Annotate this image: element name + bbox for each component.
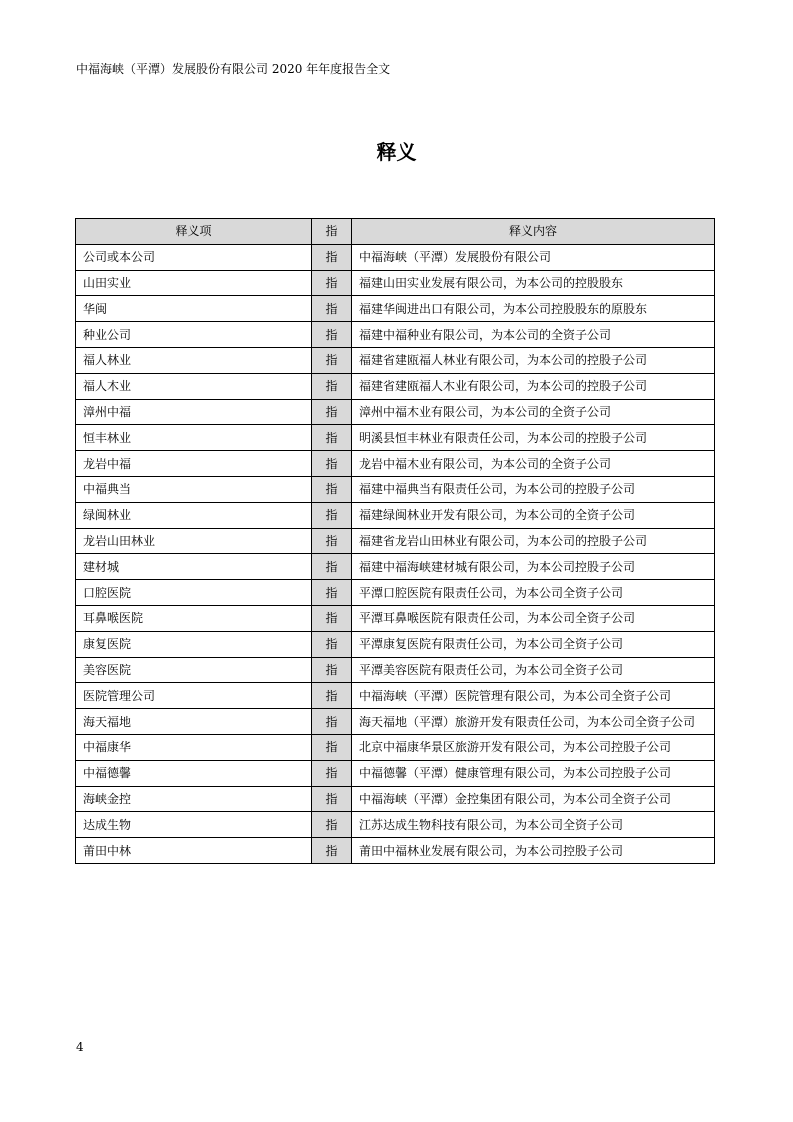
refers-cell: 指 xyxy=(312,347,352,373)
table-row xyxy=(76,322,715,348)
term-cell: 恒丰林业 xyxy=(76,425,312,451)
table-row xyxy=(76,838,715,864)
meaning-cell: 北京中福康华景区旅游开发有限公司，为本公司控股子公司 xyxy=(352,734,715,760)
table-row xyxy=(76,786,715,812)
table-row xyxy=(76,760,715,786)
meaning-cell: 漳州中福木业有限公司，为本公司的全资子公司 xyxy=(352,399,715,425)
header-meaning: 释义内容 xyxy=(352,219,715,245)
refers-cell: 指 xyxy=(312,838,352,864)
table-row xyxy=(76,580,715,606)
meaning-cell: 福建省建瓯福人木业有限公司，为本公司的控股子公司 xyxy=(352,373,715,399)
meaning-cell: 平潭耳鼻喉医院有限责任公司，为本公司全资子公司 xyxy=(352,605,715,631)
meaning-cell: 中福海峡（平潭）医院管理有限公司，为本公司全资子公司 xyxy=(352,683,715,709)
refers-cell: 指 xyxy=(312,709,352,735)
refers-cell: 指 xyxy=(312,322,352,348)
meaning-cell: 福建绿闽林业开发有限公司，为本公司的全资子公司 xyxy=(352,502,715,528)
term-cell: 美容医院 xyxy=(76,657,312,683)
term-cell: 达成生物 xyxy=(76,812,312,838)
meaning-cell: 中福海峡（平潭）发展股份有限公司 xyxy=(352,244,715,270)
table-row xyxy=(76,476,715,502)
meaning-cell: 福建中福种业有限公司，为本公司的全资子公司 xyxy=(352,322,715,348)
meaning-cell: 福建省建瓯福人林业有限公司，为本公司的控股子公司 xyxy=(352,347,715,373)
term-cell: 龙岩中福 xyxy=(76,451,312,477)
refers-cell: 指 xyxy=(312,502,352,528)
meaning-cell: 福建省龙岩山田林业有限公司，为本公司的控股子公司 xyxy=(352,528,715,554)
meaning-cell: 平潭口腔医院有限责任公司，为本公司全资子公司 xyxy=(352,580,715,606)
table-row xyxy=(76,244,715,270)
term-cell: 海峡金控 xyxy=(76,786,312,812)
header-refers: 指 xyxy=(312,219,352,245)
refers-cell: 指 xyxy=(312,270,352,296)
refers-cell: 指 xyxy=(312,657,352,683)
table-row xyxy=(76,709,715,735)
meaning-cell: 福建山田实业发展有限公司，为本公司的控股股东 xyxy=(352,270,715,296)
refers-cell: 指 xyxy=(312,786,352,812)
definitions-table-body xyxy=(76,244,715,863)
table-row xyxy=(76,270,715,296)
refers-cell: 指 xyxy=(312,451,352,477)
meaning-cell: 明溪县恒丰林业有限责任公司，为本公司的控股子公司 xyxy=(352,425,715,451)
meaning-cell: 中福德馨（平潭）健康管理有限公司，为本公司控股子公司 xyxy=(352,760,715,786)
term-cell: 海天福地 xyxy=(76,709,312,735)
term-cell: 公司或本公司 xyxy=(76,244,312,270)
term-cell: 华闽 xyxy=(76,296,312,322)
table-row xyxy=(76,373,715,399)
running-header: 中福海峡（平潭）发展股份有限公司 2020 年年度报告全文 xyxy=(76,62,391,76)
header-term: 释义项 xyxy=(76,219,312,245)
meaning-cell: 平潭康复医院有限责任公司，为本公司全资子公司 xyxy=(352,631,715,657)
refers-cell: 指 xyxy=(312,244,352,270)
term-cell: 中福典当 xyxy=(76,476,312,502)
refers-cell: 指 xyxy=(312,631,352,657)
meaning-cell: 平潭美容医院有限责任公司，为本公司全资子公司 xyxy=(352,657,715,683)
term-cell: 口腔医院 xyxy=(76,580,312,606)
term-cell: 龙岩山田林业 xyxy=(76,528,312,554)
meaning-cell: 福建中福海峡建材城有限公司，为本公司控股子公司 xyxy=(352,554,715,580)
term-cell: 耳鼻喉医院 xyxy=(76,605,312,631)
refers-cell: 指 xyxy=(312,683,352,709)
table-row xyxy=(76,399,715,425)
refers-cell: 指 xyxy=(312,760,352,786)
refers-cell: 指 xyxy=(312,812,352,838)
meaning-cell: 中福海峡（平潭）金控集团有限公司，为本公司全资子公司 xyxy=(352,786,715,812)
refers-cell: 指 xyxy=(312,580,352,606)
table-row xyxy=(76,425,715,451)
meaning-cell: 江苏达成生物科技有限公司，为本公司全资子公司 xyxy=(352,812,715,838)
table-row xyxy=(76,296,715,322)
table-header-row xyxy=(76,219,715,245)
term-cell: 医院管理公司 xyxy=(76,683,312,709)
table-row xyxy=(76,605,715,631)
term-cell: 中福德馨 xyxy=(76,760,312,786)
refers-cell: 指 xyxy=(312,554,352,580)
refers-cell: 指 xyxy=(312,425,352,451)
table-row xyxy=(76,631,715,657)
definitions-table xyxy=(75,218,715,864)
term-cell: 漳州中福 xyxy=(76,399,312,425)
page-number: 4 xyxy=(76,1040,84,1054)
refers-cell: 指 xyxy=(312,296,352,322)
refers-cell: 指 xyxy=(312,476,352,502)
term-cell: 绿闽林业 xyxy=(76,502,312,528)
meaning-cell: 海天福地（平潭）旅游开发有限责任公司，为本公司全资子公司 xyxy=(352,709,715,735)
term-cell: 福人林业 xyxy=(76,347,312,373)
table-row xyxy=(76,657,715,683)
table-row xyxy=(76,734,715,760)
meaning-cell: 福建中福典当有限责任公司，为本公司的控股子公司 xyxy=(352,476,715,502)
term-cell: 建材城 xyxy=(76,554,312,580)
meaning-cell: 龙岩中福木业有限公司，为本公司的全资子公司 xyxy=(352,451,715,477)
refers-cell: 指 xyxy=(312,399,352,425)
table-row xyxy=(76,683,715,709)
meaning-cell: 福建华闽进出口有限公司，为本公司控股股东的原股东 xyxy=(352,296,715,322)
refers-cell: 指 xyxy=(312,528,352,554)
term-cell: 种业公司 xyxy=(76,322,312,348)
term-cell: 福人木业 xyxy=(76,373,312,399)
term-cell: 康复医院 xyxy=(76,631,312,657)
table-row xyxy=(76,347,715,373)
term-cell: 莆田中林 xyxy=(76,838,312,864)
term-cell: 中福康华 xyxy=(76,734,312,760)
table-row xyxy=(76,528,715,554)
refers-cell: 指 xyxy=(312,605,352,631)
table-row xyxy=(76,502,715,528)
meaning-cell: 莆田中福林业发展有限公司，为本公司控股子公司 xyxy=(352,838,715,864)
refers-cell: 指 xyxy=(312,734,352,760)
section-title: 释义 xyxy=(376,140,417,164)
term-cell: 山田实业 xyxy=(76,270,312,296)
refers-cell: 指 xyxy=(312,373,352,399)
table-row xyxy=(76,554,715,580)
table-row xyxy=(76,812,715,838)
table-row xyxy=(76,451,715,477)
